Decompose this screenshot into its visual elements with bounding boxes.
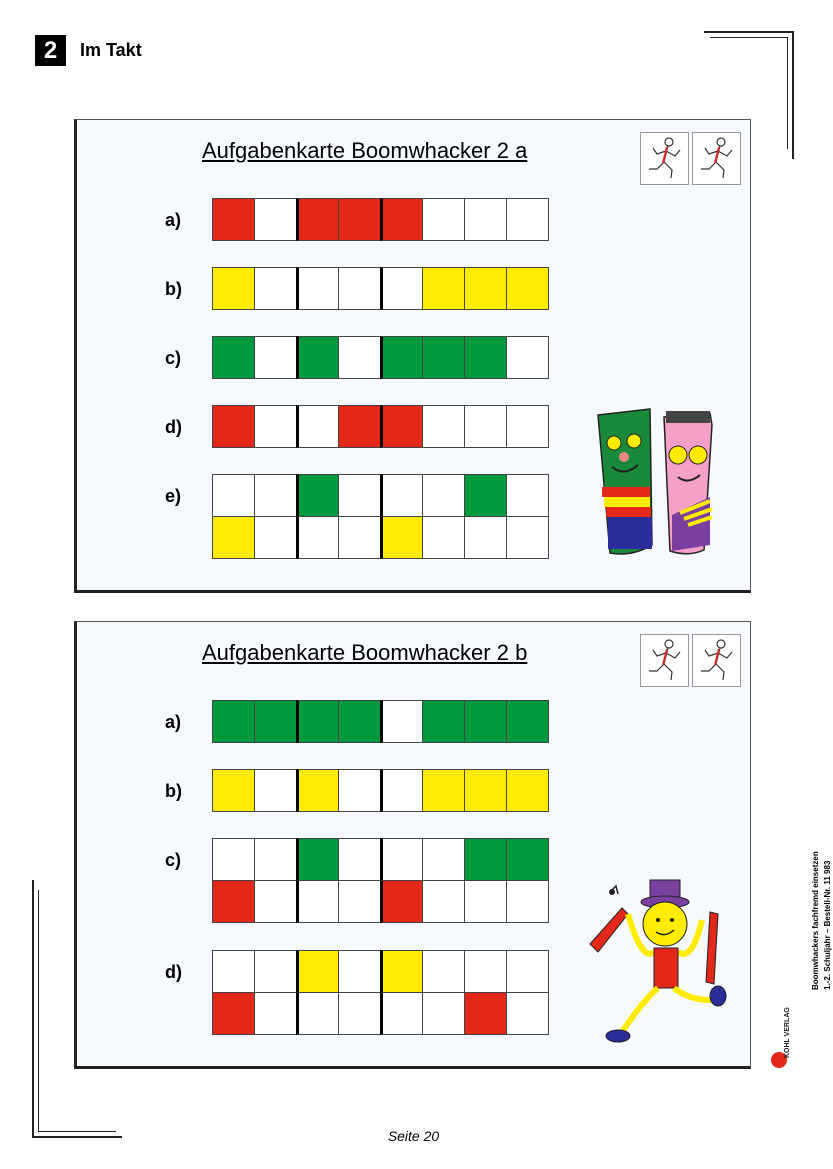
beat-cell [506,769,549,812]
grid-line [212,993,549,1035]
beat-cell [422,267,465,310]
rhythm-grid [212,700,549,743]
grid-line [212,700,549,743]
beat-cell [506,950,549,993]
beat-cell [338,336,381,379]
grid-line [212,881,549,923]
beat-cell [212,474,255,517]
beat-cell [212,700,255,743]
running-figure-icon [692,634,741,687]
rhythm-grid [212,267,549,310]
row-label: c) [165,850,182,870]
grid-line [212,336,549,379]
task-card-2a [74,119,751,593]
row-label: d) [165,417,182,437]
beat-cell [380,950,423,993]
beat-cell [338,992,381,1035]
beat-cell [254,405,297,448]
beat-cell [464,516,507,559]
publisher-name: KOHL VERLAG [784,1007,791,1058]
grid-line [212,769,549,812]
beat-cell [296,336,339,379]
beat-cell [380,474,423,517]
beat-cell [422,769,465,812]
beat-cell [422,336,465,379]
beat-cell [296,880,339,923]
rhythm-grid [212,950,549,1035]
beat-cell [296,516,339,559]
task-card-2b [74,621,751,1069]
beat-cell [464,198,507,241]
beat-cell [506,267,549,310]
grid-line [212,838,549,881]
beat-cell [380,267,423,310]
beat-cell [506,516,549,559]
beat-cell [464,267,507,310]
rhythm-grid [212,769,549,812]
beat-cell [380,336,423,379]
beat-cell [422,950,465,993]
beat-cell [212,516,255,559]
beat-cell [422,700,465,743]
beat-cell [254,950,297,993]
grid-line [212,405,549,448]
beat-cell [422,516,465,559]
beat-cell [506,880,549,923]
beat-cell [506,405,549,448]
corner-line-left-inner [38,890,39,1132]
beat-cell [464,950,507,993]
beat-cell [380,992,423,1035]
beat-cell [338,405,381,448]
beat-cell [506,474,549,517]
row-label: c) [165,348,182,368]
beat-cell [422,992,465,1035]
beat-cell [212,992,255,1035]
running-figure-icon [640,132,689,185]
corner-line-left [32,880,34,1138]
grid-line [212,198,549,241]
beat-cell [296,700,339,743]
beat-cell [254,992,297,1035]
corner-line-top-inner [710,37,788,38]
beat-cell [338,880,381,923]
beat-cell [422,838,465,881]
dancing-boomwhacker-character-illustration [582,872,732,1047]
beat-cell [338,700,381,743]
running-figure-icon [692,132,741,185]
beat-cell [506,336,549,379]
beat-cell [296,198,339,241]
rhythm-grid [212,405,549,448]
beat-cell [464,992,507,1035]
beat-cell [212,769,255,812]
chapter-title: Im Takt [80,40,142,60]
corner-line-right-inner [787,37,788,149]
rhythm-grid [212,198,549,241]
book-info-vertical: 1.-2. Schuljahr – Bestell-Nr. 11 983 [823,860,832,990]
beat-cell [296,769,339,812]
row-label: a) [165,210,182,230]
beat-cell [422,474,465,517]
row-label: a) [165,712,182,732]
chapter-number: 2 [35,35,66,66]
beat-cell [338,198,381,241]
beat-cell [422,198,465,241]
beat-cell [422,880,465,923]
beat-cell [254,838,297,881]
card-title: Aufgabenkarte Boomwhacker 2 a [202,138,528,163]
beat-cell [506,198,549,241]
beat-cell [296,838,339,881]
beat-cell [380,880,423,923]
beat-cell [464,405,507,448]
beat-cell [506,700,549,743]
beat-cell [464,336,507,379]
beat-cell [254,880,297,923]
beat-cell [380,516,423,559]
beat-cell [338,267,381,310]
corner-line-right [792,31,794,159]
beat-cell [464,474,507,517]
beat-cell [254,474,297,517]
beat-cell [296,267,339,310]
beat-cell [296,474,339,517]
beat-cell [212,838,255,881]
beat-cell [380,838,423,881]
beat-cell [380,700,423,743]
beat-cell [254,198,297,241]
beat-cell [254,700,297,743]
row-label: b) [165,781,182,801]
kohl-verlag-logo [769,1000,799,1070]
beat-cell [296,992,339,1035]
beat-cell [296,950,339,993]
beat-cell [296,405,339,448]
book-title-vertical: Boomwhackers fachfremd einsetzen [811,851,820,990]
rhythm-grid [212,336,549,379]
boomwhacker-characters-illustration [592,405,732,560]
row-label: b) [165,279,182,299]
grid-line [212,517,549,559]
beat-cell [464,838,507,881]
corner-line-top [704,31,794,33]
card-title: Aufgabenkarte Boomwhacker 2 b [202,640,528,665]
beat-cell [212,880,255,923]
beat-cell [380,198,423,241]
icon-group [640,132,741,185]
beat-cell [254,769,297,812]
beat-cell [338,950,381,993]
beat-cell [254,267,297,310]
beat-cell [212,405,255,448]
beat-cell [338,838,381,881]
rhythm-grid [212,474,549,559]
beat-cell [254,336,297,379]
beat-cell [338,769,381,812]
beat-cell [422,405,465,448]
beat-cell [338,516,381,559]
grid-line [212,267,549,310]
row-label: e) [165,486,182,506]
running-figure-icon [640,634,689,687]
rhythm-grid [212,838,549,923]
beat-cell [464,880,507,923]
row-label: d) [165,962,182,982]
beat-cell [254,516,297,559]
icon-group [640,634,741,687]
grid-line [212,474,549,517]
beat-cell [212,267,255,310]
beat-cell [338,474,381,517]
beat-cell [212,336,255,379]
beat-cell [464,769,507,812]
beat-cell [212,198,255,241]
beat-cell [212,950,255,993]
grid-line [212,950,549,993]
page-number: Seite 20 [387,1128,440,1144]
beat-cell [506,838,549,881]
beat-cell [380,769,423,812]
beat-cell [380,405,423,448]
beat-cell [464,700,507,743]
beat-cell [506,992,549,1035]
